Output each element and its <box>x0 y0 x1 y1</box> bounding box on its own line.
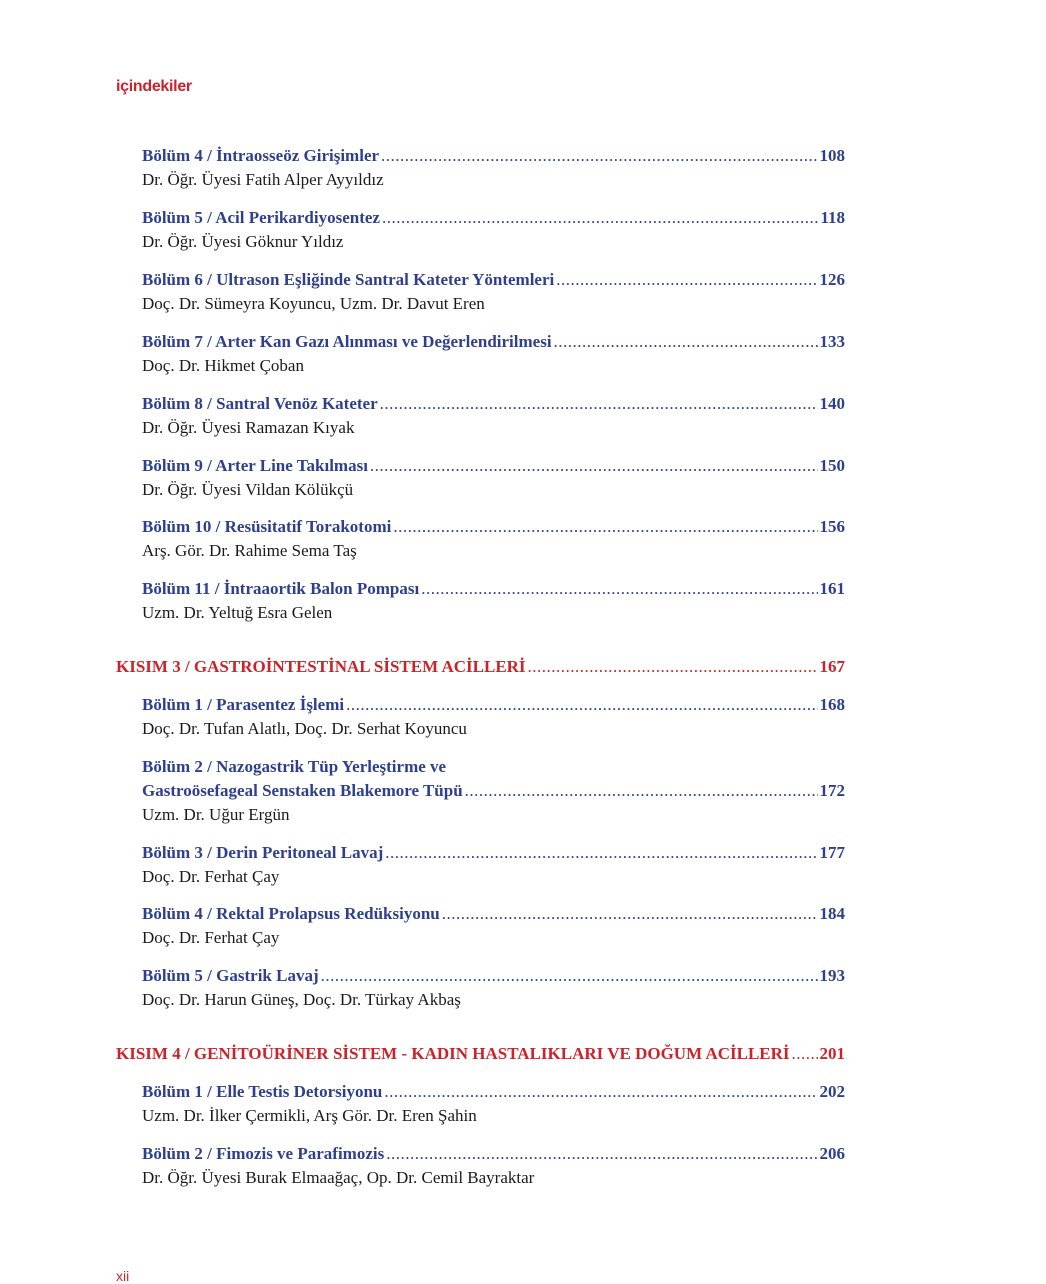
toc-entry-author: Doç. Dr. Harun Güneş, Doç. Dr. Türkay Akbaş <box>142 990 461 1009</box>
toc-entry[interactable] <box>142 330 845 378</box>
toc-entry-author: Arş. Gör. Dr. Rahime Sema Taş <box>142 541 357 560</box>
toc-entry-author: Uzm. Dr. Yeltuğ Esra Gelen <box>142 603 333 622</box>
toc-part-page: 167 <box>819 657 845 676</box>
leader-dots <box>792 1042 818 1066</box>
toc-entry-page: 172 <box>819 781 845 800</box>
toc-entry-page: 168 <box>819 695 845 714</box>
toc-entry-page: 140 <box>819 394 845 413</box>
toc-entry-author: Dr. Öğr. Üyesi Göknur Yıldız <box>142 232 344 251</box>
toc-entry-title: Bölüm 2 / Fimozis ve Parafimozis <box>142 1144 385 1163</box>
leader-dots <box>382 206 818 230</box>
toc-entry-title: Bölüm 1 / Elle Testis Detorsiyonu <box>142 1082 383 1101</box>
toc-entry[interactable] <box>142 1142 845 1190</box>
page-number: xii <box>116 1268 130 1284</box>
toc-part-heading[interactable] <box>116 1042 845 1066</box>
toc-part-heading[interactable] <box>116 655 845 679</box>
toc-entry[interactable] <box>142 515 845 563</box>
toc-entry-author: Doç. Dr. Tufan Alatlı, Doç. Dr. Serhat Koyuncu <box>142 719 467 738</box>
toc-entry-page: 202 <box>819 1082 845 1101</box>
toc-entry-author: Dr. Öğr. Üyesi Ramazan Kıyak <box>142 418 355 437</box>
leader-dots <box>421 577 817 601</box>
toc-entry-page: 133 <box>819 332 845 351</box>
leader-dots <box>393 515 817 539</box>
toc-entry-page: 108 <box>819 146 845 165</box>
page-header-title: içindekiler <box>116 78 192 95</box>
toc-entry[interactable] <box>142 392 845 440</box>
leader-dots <box>556 268 817 292</box>
toc-entry-page: 126 <box>819 270 845 289</box>
toc-entry-title: Bölüm 11 / İntraaortik Balon Pompası <box>142 579 420 598</box>
toc-entry[interactable] <box>142 454 845 502</box>
leader-dots <box>554 330 818 354</box>
toc-entry-page: 118 <box>820 208 845 227</box>
toc-entry[interactable] <box>142 902 845 950</box>
toc-entry-title: Bölüm 10 / Resüsitatif Torakotomi <box>142 517 392 536</box>
toc-entry-author: Doç. Dr. Sümeyra Koyuncu, Uzm. Dr. Davut Eren <box>142 294 485 313</box>
toc-entry-title-line1: Bölüm 2 / Nazogastrik Tüp Yerleştirme ve <box>142 757 447 776</box>
leader-dots <box>384 1080 817 1104</box>
toc-entry-author: Doç. Dr. Ferhat Çay <box>142 867 280 886</box>
toc-entry-author: Dr. Öğr. Üyesi Vildan Kölükçü <box>142 480 354 499</box>
toc-entry-author: Doç. Dr. Hikmet Çoban <box>142 356 304 375</box>
toc-entry[interactable] <box>142 268 845 316</box>
toc-entry-title: Bölüm 6 / Ultrason Eşliğinde Santral Kateter Yöntemleri <box>142 270 555 289</box>
toc-entry[interactable] <box>142 206 845 254</box>
leader-dots <box>442 902 818 926</box>
leader-dots <box>380 392 818 416</box>
toc-entry-page: 161 <box>819 579 845 598</box>
leader-dots <box>321 964 818 988</box>
leader-dots <box>465 779 818 803</box>
toc-entry-title: Bölüm 9 / Arter Line Takılması <box>142 456 368 475</box>
toc-entry-title: Bölüm 1 / Parasentez İşlemi <box>142 695 345 714</box>
toc-entry-title: Bölüm 4 / İntraosseöz Girişimler <box>142 146 380 165</box>
leader-dots <box>386 1142 817 1166</box>
toc-entry-page: 193 <box>819 966 845 985</box>
toc-entry-author: Dr. Öğr. Üyesi Burak Elmaağaç, Op. Dr. Cemil Bayraktar <box>142 1168 535 1187</box>
toc-part-title: KISIM 3 / GASTROİNTESTİNAL SİSTEM ACİLLERİ <box>116 657 526 676</box>
toc-part-page: 201 <box>819 1044 845 1063</box>
toc-entry-author: Dr. Öğr. Üyesi Fatih Alper Ayyıldız <box>142 170 384 189</box>
toc-entry-page: 177 <box>819 843 845 862</box>
toc-entry-page: 184 <box>819 904 845 923</box>
toc-entry-title: Bölüm 3 / Derin Peritoneal Lavaj <box>142 843 384 862</box>
toc-entry-author: Uzm. Dr. İlker Çermikli, Arş Gör. Dr. Eren Şahin <box>142 1106 477 1125</box>
toc-entry[interactable] <box>142 144 845 192</box>
toc-entry-page: 156 <box>819 517 845 536</box>
toc-entry[interactable] <box>142 841 845 889</box>
toc-entry-author: Doç. Dr. Ferhat Çay <box>142 928 280 947</box>
toc-entry-author: Uzm. Dr. Uğur Ergün <box>142 805 290 824</box>
toc-entry[interactable] <box>142 693 845 741</box>
leader-dots <box>346 693 817 717</box>
toc-entry[interactable] <box>142 755 845 827</box>
toc-entry-page: 150 <box>819 456 845 475</box>
toc-entry-page: 206 <box>819 1144 845 1163</box>
toc-entry-title: Bölüm 4 / Rektal Prolapsus Redüksiyonu <box>142 904 440 923</box>
leader-dots <box>385 841 817 865</box>
toc-entry[interactable] <box>142 577 845 625</box>
leader-dots <box>381 144 817 168</box>
toc-entry-title: Bölüm 7 / Arter Kan Gazı Alınması ve Değerlendirilmesi <box>142 332 552 351</box>
toc-entry-title: Bölüm 5 / Gastrik Lavaj <box>142 966 319 985</box>
leader-dots <box>370 454 818 478</box>
toc-entry-title: Gastroösefageal Senstaken Blakemore Tüpü <box>142 781 463 800</box>
toc-entry-title: Bölüm 8 / Santral Venöz Kateter <box>142 394 378 413</box>
toc-entry[interactable] <box>142 964 845 1012</box>
toc-part-title: KISIM 4 / GENİTOÜRİNER SİSTEM - KADIN HASTALIKLARI VE DOĞUM ACİLLERİ <box>116 1044 790 1063</box>
toc-entry-title: Bölüm 5 / Acil Perikardiyosentez <box>142 208 380 227</box>
toc-entry[interactable] <box>142 1080 845 1128</box>
leader-dots <box>528 655 818 679</box>
